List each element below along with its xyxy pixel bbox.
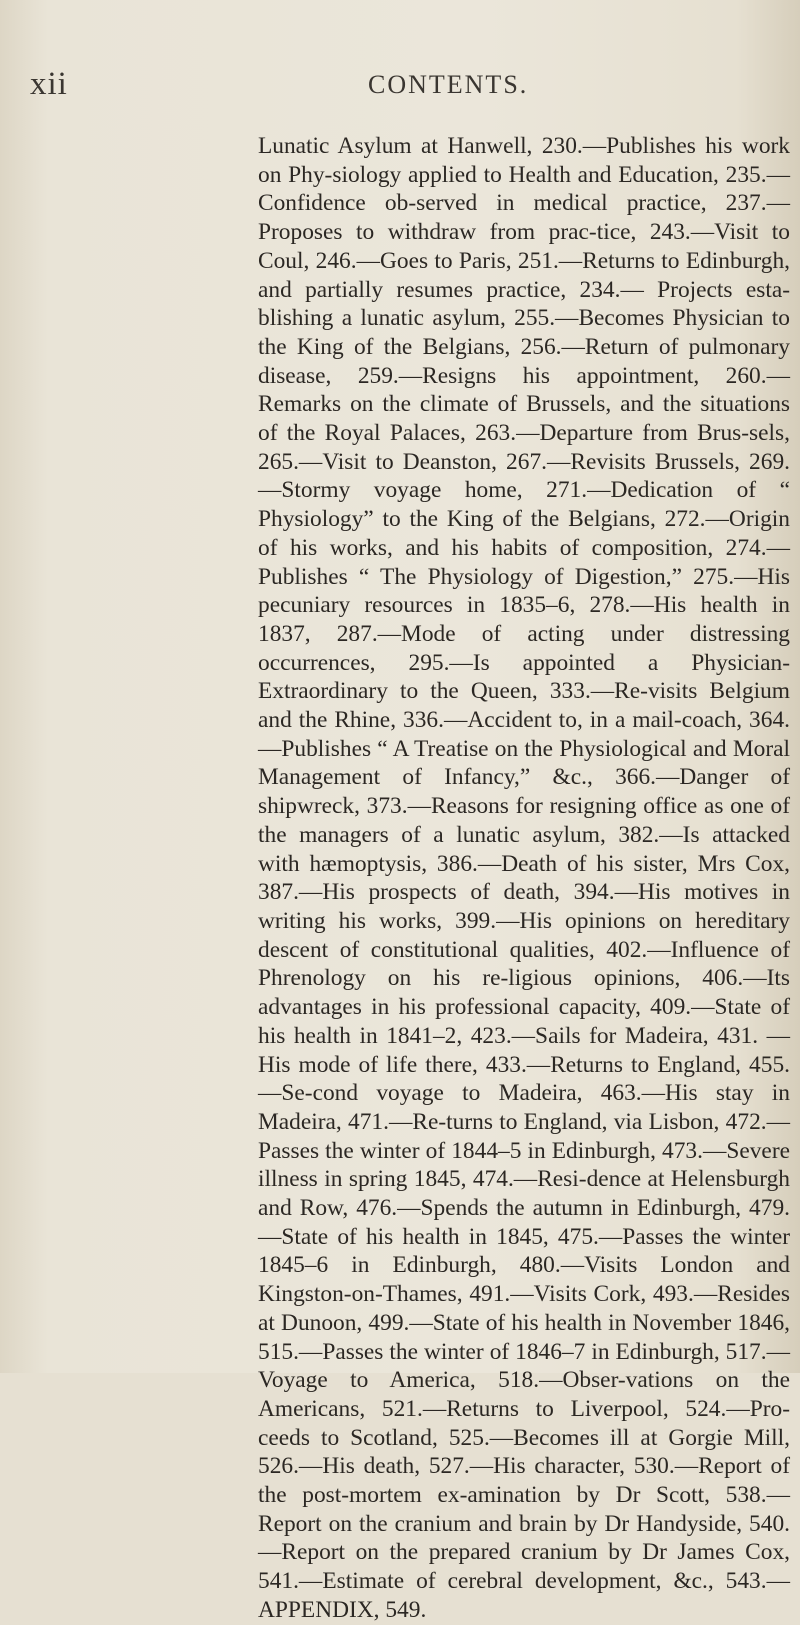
running-head: CONTENTS.: [368, 70, 529, 99]
contents-paragraph: Lunatic Asylum at Hanwell, 230.—Publishes his work on Phy-siology applied to Health and Education, 235.—Confidence ob-served in medical practice, 237.—Proposes to withdraw from prac-tice, 243.—Visit to Coul, 246.—Goes to Paris, 251.—Returns to Edinburgh, and partially resumes practice, 234.— Projects esta-blishing a lunatic asylum, 255.—Becomes Physician to the King of the Belgians, 256.—Return of pulmonary disease, 259.—Resigns his appointment, 260.—Remarks on the climate of Brussels, and the situations of the Royal Palaces, 263.—Departure from Brus-sels, 265.—Visit to Deanston, 267.—Revisits Brussels, 269.—Stormy voyage home, 271.—Dedication of “ Physiology” to the King of the Belgians, 272.—Origin of his works, and his habits of composition, 274.—Publishes “ The Physiology of Digestion,” 275.—His pecuniary resources in 1835–6, 278.—His health in 1837, 287.—Mode of acting under distressing occurrences, 295.—Is appointed a Physician-Extraordinary to the Queen, 333.—Re-visits Belgium and the Rhine, 336.—Accident to, in a mail-coach, 364.—Publishes “ A Treatise on the Physiological and Moral Management of Infancy,” &c., 366.—Danger of shipwreck, 373.—Reasons for resigning office as one of the managers of a lunatic asylum, 382.—Is attacked with hæmoptysis, 386.—Death of his sister, Mrs Cox, 387.—His prospects of death, 394.—His motives in writing his works, 399.—His opinions on hereditary descent of constitutional qualities, 402.—Influence of Phrenology on his re-ligious opinions, 406.—Its advantages in his professional capacity, 409.—State of his health in 1841–2, 423.—Sails for Madeira, 431. —His mode of life there, 433.—Returns to England, 455.—Se-cond voyage to Madeira, 463.—His stay in Madeira, 471.—Re-turns to England, via Lisbon, 472.—Passes the winter of 1844–5 in Edinburgh, 473.—Severe illness in spring 1845, 474.—Resi-dence at Helensburgh and Row, 476.—Spends the autumn in Edinburgh, 479.—State of his health in 1845, 475.—Passes the winter 1845–6 in Edinburgh, 480.—Visits London and Kingston-on-Thames, 491.—Visits Cork, 493.—Resides at Dunoon, 499.—State of his health in November 1846, 515.—Passes the winter of 1846–7 in Edinburgh, 517.—Voyage to America, 518.—Obser-vations on the Americans, 521.—Returns to Liverpool, 524.—Pro-ceeds to Scotland, 525.—Becomes ill at Gorgie Mill, 526.—His death, 527.—His character, 530.—Report of the post-mortem ex-amination by Dr Scott, 538.—Report on the cranium and brain by Dr Handyside, 540.—Report on the prepared cranium by Dr James Cox, 541.—Estimate of cerebral development, &c., 543.—APPENDIX, 549.: [258, 133, 790, 1623]
contents-text-block: [258, 132, 790, 1625]
page-number: xii: [30, 66, 68, 102]
